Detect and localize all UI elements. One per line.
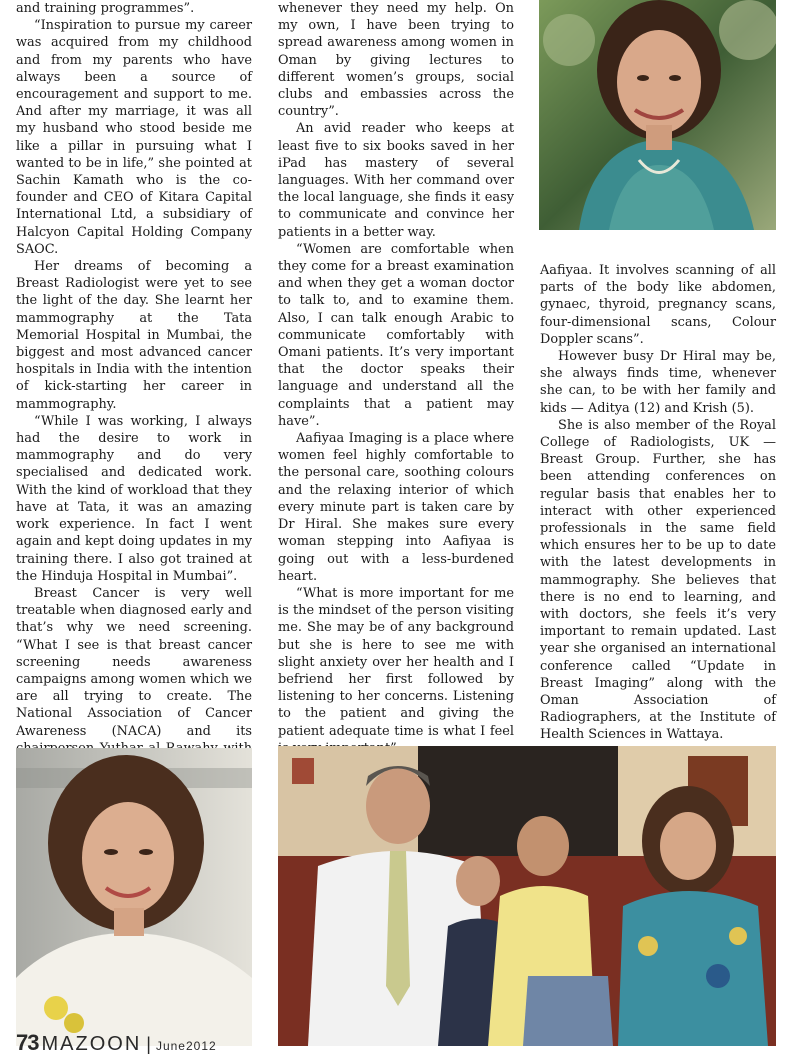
- paragraph: She is also member of the Royal College of Radiologists, UK — Breast Group. Further, she has been attending conferences on regular basis that enables her to interact with other experienced professionals in the same field which ensures her to be up to date with the latest developments in mammography. She believes that there is no end to learning, and with doctors, she feels it’s very important to remain updated. Last year she organised an international conference called “Update in Breast Imaging” along with the Oman Association of Radiographers, at the Institute of Health Sciences in Wattaya.: [540, 417, 776, 743]
- footer-separator: |: [146, 1034, 151, 1054]
- issue-date: June2012: [155, 1039, 217, 1053]
- article-column-2: [278, 0, 514, 774]
- paragraph: “Inspiration to pursue my career was acquired from my childhood and from my parents who have always been a source of encouragement and support to me. And after my marriage, it was all my husband who stood beside me like a pillar in pursuing what I wanted to be in life,” she pointed at Sachin Kamath who is the co-founder and CEO of Kitara Capital International Ltd, a subsidiary of Halcyon Capital Holding Company SAOC.: [16, 18, 252, 257]
- paragraph: “Women are comfortable when they come for a breast examination and when they get a woman doctor to talk to, and to examine them. Also, I can talk enough Arabic to communicate comfortably with Omani patients. It’s very important that the doctor speaks their language and understand all the complaints that a patient may have”.: [278, 241, 514, 429]
- paragraph: “While I was working, I always had the desire to work in mammography and do very specialised and dedicated work. With the kind of workload that they have at Tata, it was an amazing work experience. In fact I went again and kept doing updates in my training there. I also got trained at the Hinduja Hospital in Mumbai”.: [16, 413, 252, 584]
- article-column-3: [540, 262, 776, 744]
- paragraph: However busy Dr Hiral may be, she always finds time, whenever she can, to be with her family and kids — Aditya (12) and Krish (5).: [540, 349, 776, 416]
- article-column-1: [16, 0, 252, 809]
- family-photo: [278, 746, 776, 1046]
- paragraph: Aafiyaa Imaging is a place where women feel highly comfortable to the personal care, soothing colours and the relaxing interior of which every minute part is taken care by Dr Hiral. She makes sure every woman stepping into Aafiyaa is going out with a less-burdened heart.: [278, 431, 514, 584]
- portrait-photo-top: [539, 0, 776, 230]
- paragraph: Breast Cancer is very well treatable when diagnosed early and that’s why we need screening. “What I see is that breast cancer screening needs awareness campaigns among women which we are all trying to create. The National Association of Cancer Awareness (NACA) and its: [16, 585, 252, 739]
- magazine-name: MAZOON: [41, 1033, 142, 1055]
- page-footer: [16, 1030, 217, 1054]
- paragraph: and training programmes”.: [16, 1, 195, 16]
- paragraph: Her dreams of becoming a Breast Radiologist were yet to see the light of the day. She learnt her mammography at the Tata Memorial Hospital in Mumbai, the biggest and most advanced cancer hospitals in India with the intention of kick-starting her career in mammography.: [16, 259, 252, 412]
- paragraph: whenever they need my help. On my own, I have been trying to spread awareness among women in Oman by giving lectures to different women’s groups, social clubs and embassies across the country”.: [278, 1, 514, 120]
- paragraph: An avid reader who keeps at least five to six books saved in her iPad has mastery of several languages. With her command over the local language, she finds it easy to communicate and convince her patients in a better way.: [278, 121, 514, 240]
- portrait-photo-bottom-left: [16, 748, 252, 1046]
- page-number: 73: [16, 1030, 39, 1055]
- paragraph: “What is more important for me is the mindset of the person visiting me. She may be of any background but she is here to see me with slight anxiety over her health and I befriend her first followed by listening to her concerns. Listening to the patient and giving the patient adequate time is what I feel: [278, 585, 514, 739]
- paragraph: Aafiyaa. It involves scanning of all parts of the body like abdomen, gynaec, thyroid, pregnancy scans, four-dimensional scans, Colour Doppler scans”.: [540, 263, 776, 347]
